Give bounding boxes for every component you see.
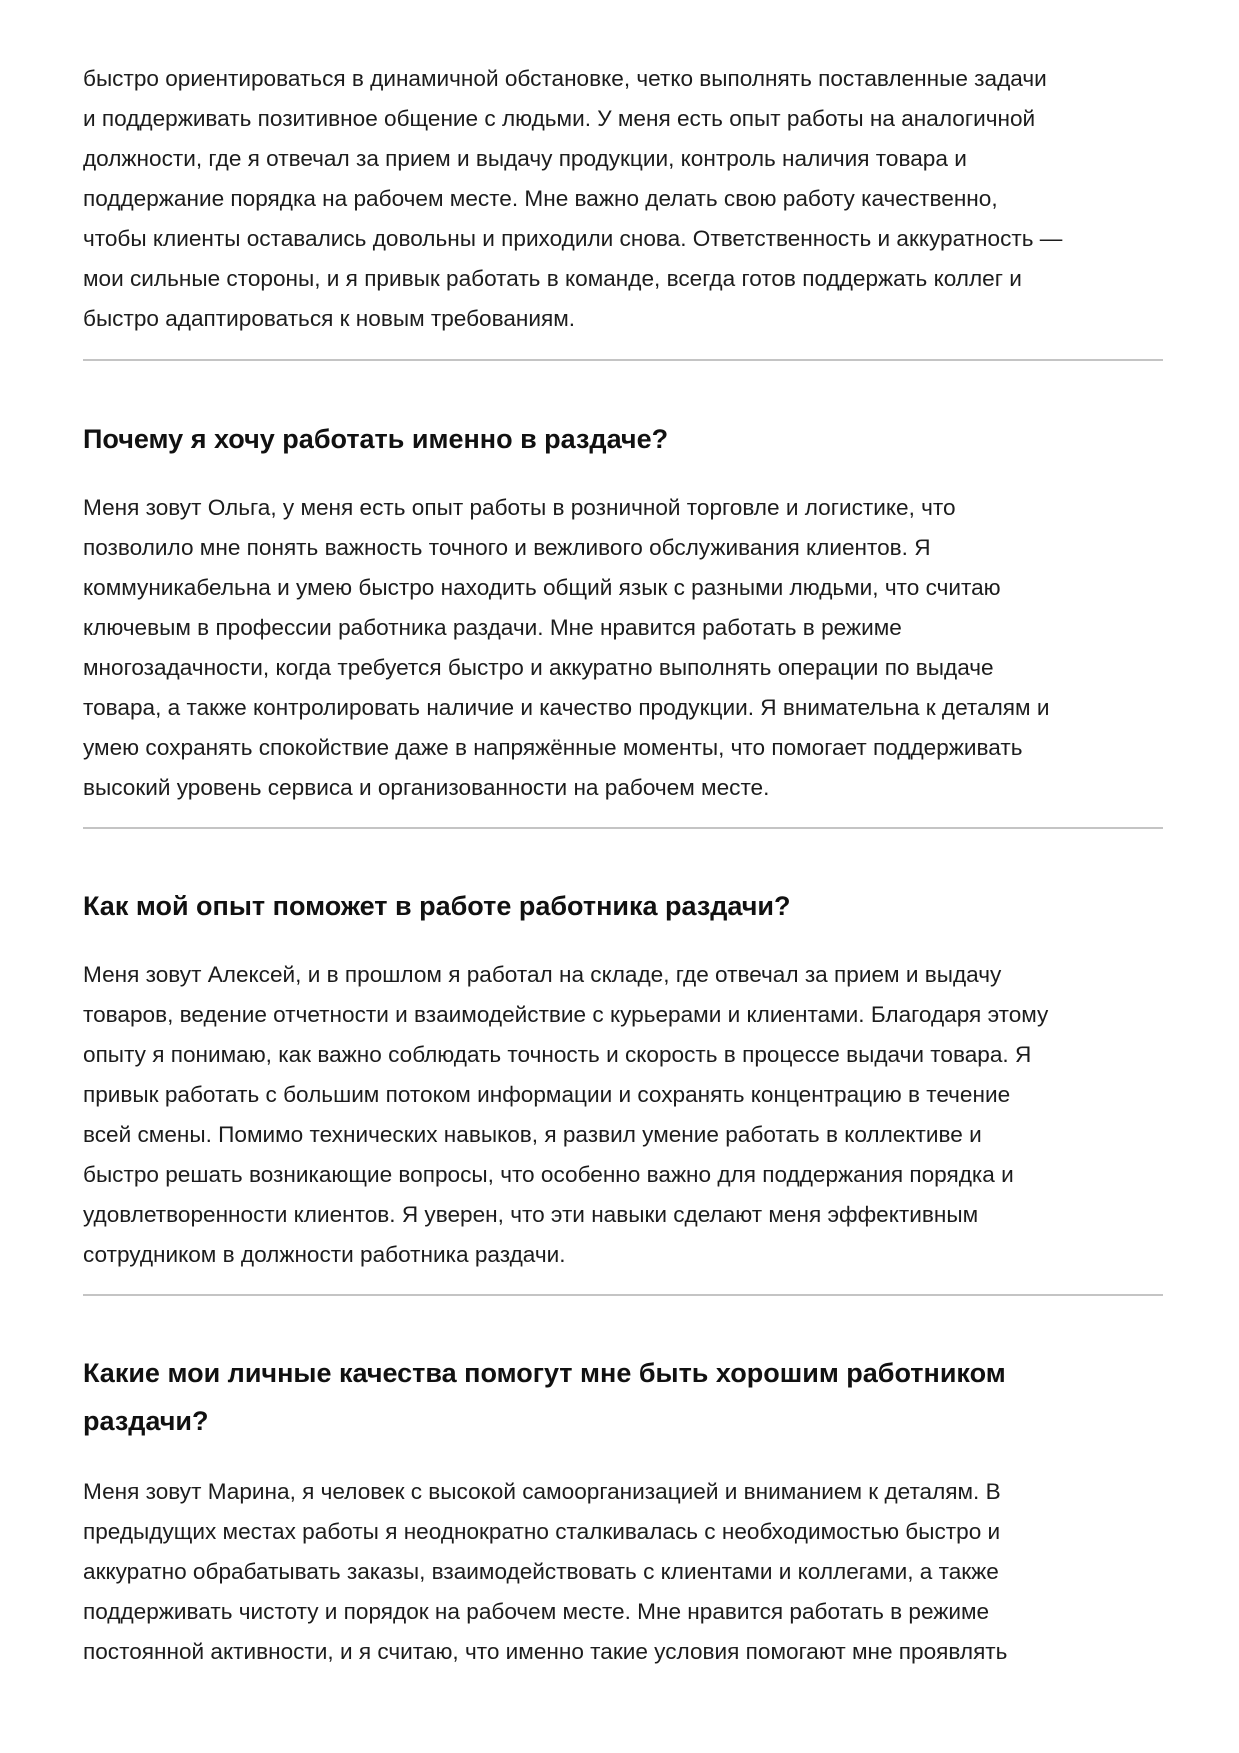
section-paragraph-olga: Меня зовут Ольга, у меня есть опыт работы в розничной торговле и логистике, что позволило мне понять важность точного и вежливого обслуживания клиентов. Я коммуникабельна и умею быстро находить общий язык с разными людьми, что считаю ключевым в профессии работника раздачи. Мне нравится работать в режиме многозадачности, когда требуется быстро и аккуратно выполнять операции по выдаче товара, а также контролировать наличие и качество продукции. Я внимательна к деталям и умею сохранять спокойствие даже в напряжённые моменты, что помогает поддерживать высокий уровень сервиса и организованности на рабочем месте. [83, 495, 1050, 800]
section-divider [83, 827, 1163, 829]
section-divider [83, 359, 1163, 361]
section-heading-personal-qualities: Какие мои личные качества помогут мне быть хорошим работником раздачи? [83, 1358, 1006, 1436]
section-divider [83, 1294, 1163, 1296]
intro-paragraph: быстро ориентироваться в динамичной обстановке, четко выполнять поставленные задачи и поддерживать позитивное общение с людьми. У меня есть опыт работы на аналогичной должности, где я отвечал за прием и выдачу продукции, контроль наличия товара и поддержание порядка на рабочем месте. Мне важно делать свою работу качественно, чтобы клиенты оставались довольны и приходили снова. Ответственность и аккуратность — мои сильные стороны, и я привык работать в команде, всегда готов поддержать коллег и быстро адаптироваться к новым требованиям. [83, 66, 1063, 331]
section-heading-why-distribution: Почему я хочу работать именно в раздаче? [83, 424, 669, 454]
section-heading-experience: Как мой опыт поможет в работе работника раздачи? [83, 891, 791, 921]
document-page [83, 59, 1163, 1672]
section-paragraph-aleksey: Меня зовут Алексей, и в прошлом я работал на складе, где отвечал за прием и выдачу товаров, ведение отчетности и взаимодействие с курьерами и клиентами. Благодаря этому опыту я понимаю, как важно соблюдать точность и скорость в процессе выдачи товара. Я привык работать с большим потоком информации и сохранять концентрацию в течение всей смены. Помимо технических навыков, я развил умение работать в коллективе и быстро решать возникающие вопросы, что особенно важно для поддержания порядка и удовлетворенности клиентов. Я уверен, что эти навыки сделают меня эффективным сотрудником в должности работника раздачи. [83, 962, 1049, 1267]
section-paragraph-marina: Меня зовут Марина, я человек с высокой самоорганизацией и вниманием к деталям. В предыдущих местах работы я неоднократно сталкивалась с необходимостью быстро и аккуратно обрабатывать заказы, взаимодействовать с клиентами и коллегами, а также поддерживать чистоту и порядок на рабочем месте. Мне нравится работать в режиме постоянной активности, и я считаю, что именно такие условия помогают мне проявлять [83, 1479, 1008, 1664]
